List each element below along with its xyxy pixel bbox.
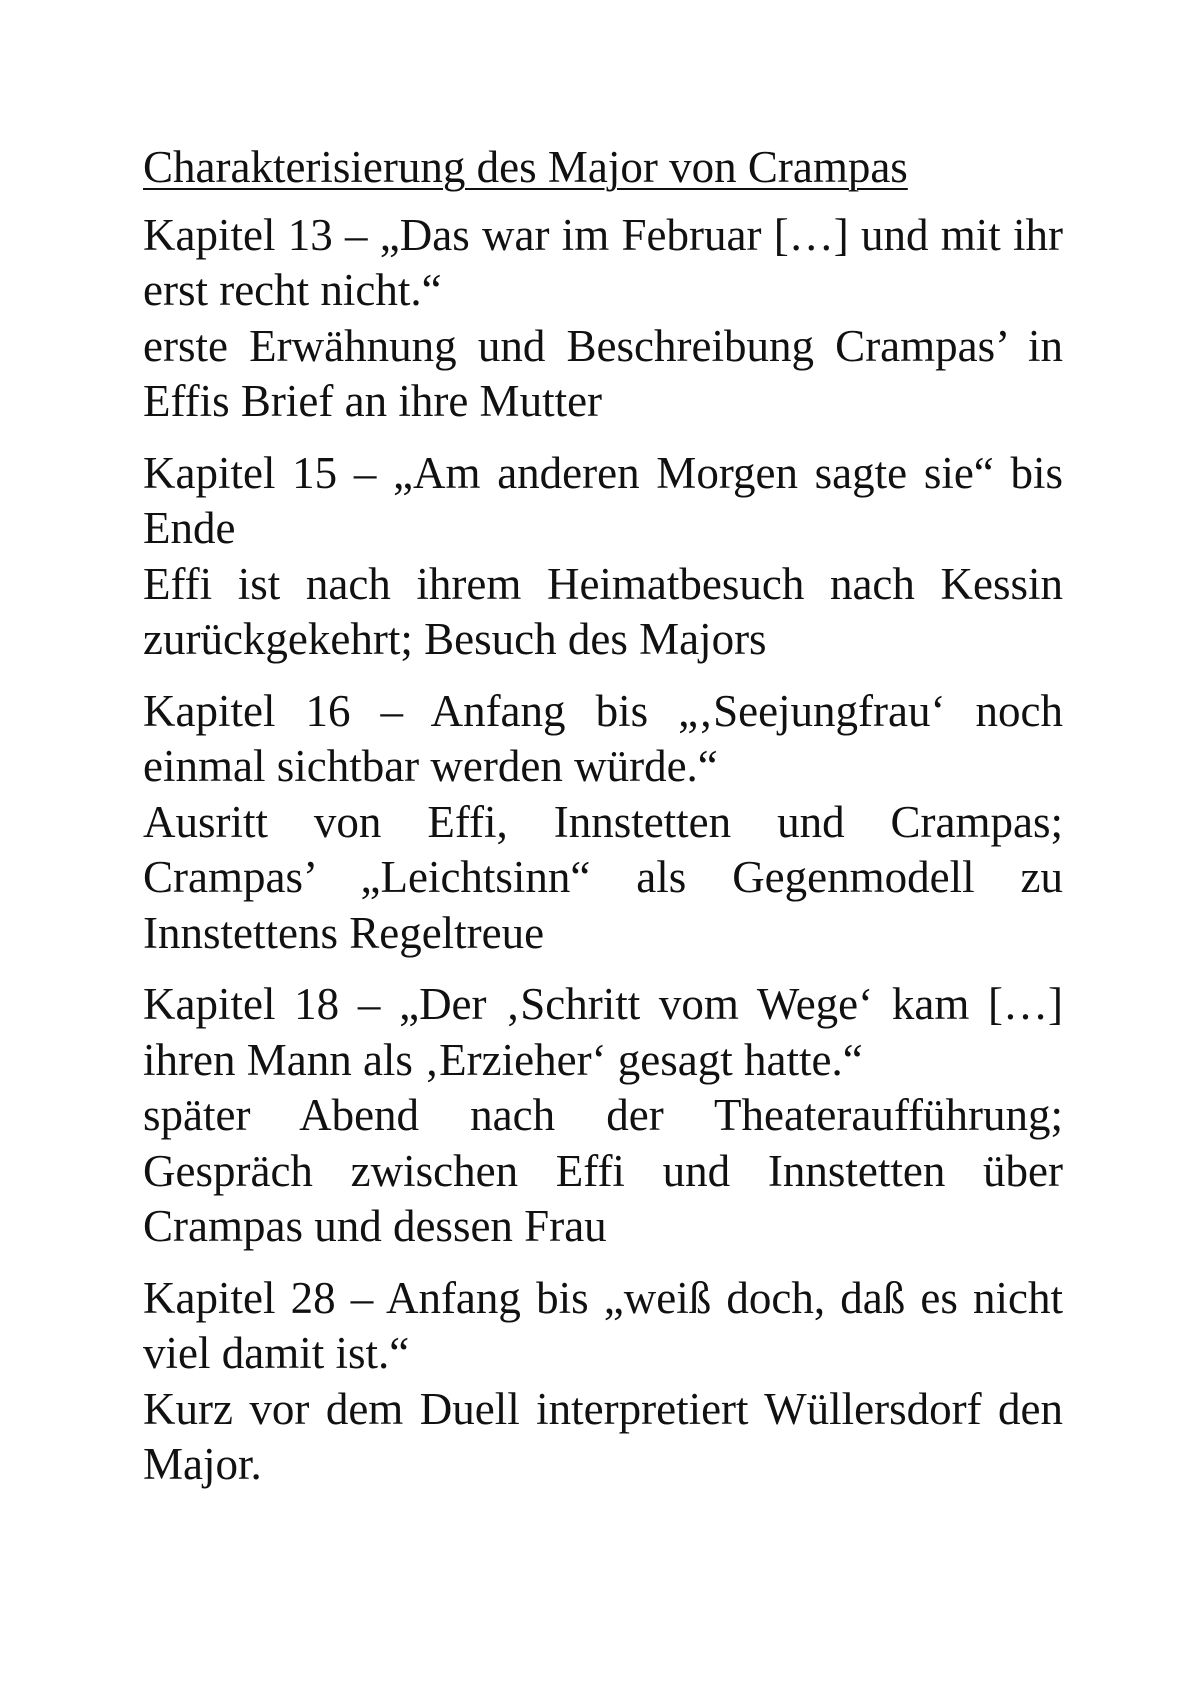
chapter-entry-15 bbox=[143, 446, 1063, 668]
chapter-entry-13 bbox=[143, 208, 1063, 430]
chapter-reference: Kapitel 18 – „Der ‚Schritt vom Wege‘ kam […] ihren Mann als ‚Erzieher‘ gesagt hatte.“ bbox=[143, 979, 1063, 1085]
chapter-description: erste Erwähnung und Beschreibung Crampas’ in Effis Brief an ihre Mutter bbox=[143, 320, 1063, 426]
chapter-reference: Kapitel 15 – „Am anderen Morgen sagte sie“ bis Ende bbox=[143, 447, 1063, 553]
chapter-entry-16 bbox=[143, 684, 1063, 962]
document-page bbox=[143, 140, 1063, 1509]
chapter-description: Kurz vor dem Duell interpretiert Wüllersdorf den Major. bbox=[143, 1383, 1063, 1489]
chapter-reference: Kapitel 13 – „Das war im Februar […] und mit ihr erst recht nicht.“ bbox=[143, 209, 1063, 315]
chapter-reference: Kapitel 28 – Anfang bis „weiß doch, daß es nicht viel damit ist.“ bbox=[143, 1272, 1063, 1378]
document-title: Charakterisierung des Major von Crampas bbox=[143, 142, 908, 192]
chapter-description: Ausritt von Effi, Innstetten und Crampas; Crampas’ „Leichtsinn“ als Gegenmodell zu Innstettens Regeltreue bbox=[143, 796, 1063, 958]
chapter-description: Effi ist nach ihrem Heimatbesuch nach Kessin zurückgekehrt; Besuch des Majors bbox=[143, 558, 1063, 664]
chapter-entry-18 bbox=[143, 977, 1063, 1255]
chapter-entry-28 bbox=[143, 1271, 1063, 1493]
chapter-reference: Kapitel 16 – Anfang bis „‚Seejungfrau‘ noch einmal sichtbar werden würde.“ bbox=[143, 685, 1063, 791]
chapter-description: später Abend nach der Theateraufführung; Gespräch zwischen Effi und Innstetten über Crampas und dessen Frau bbox=[143, 1090, 1063, 1251]
